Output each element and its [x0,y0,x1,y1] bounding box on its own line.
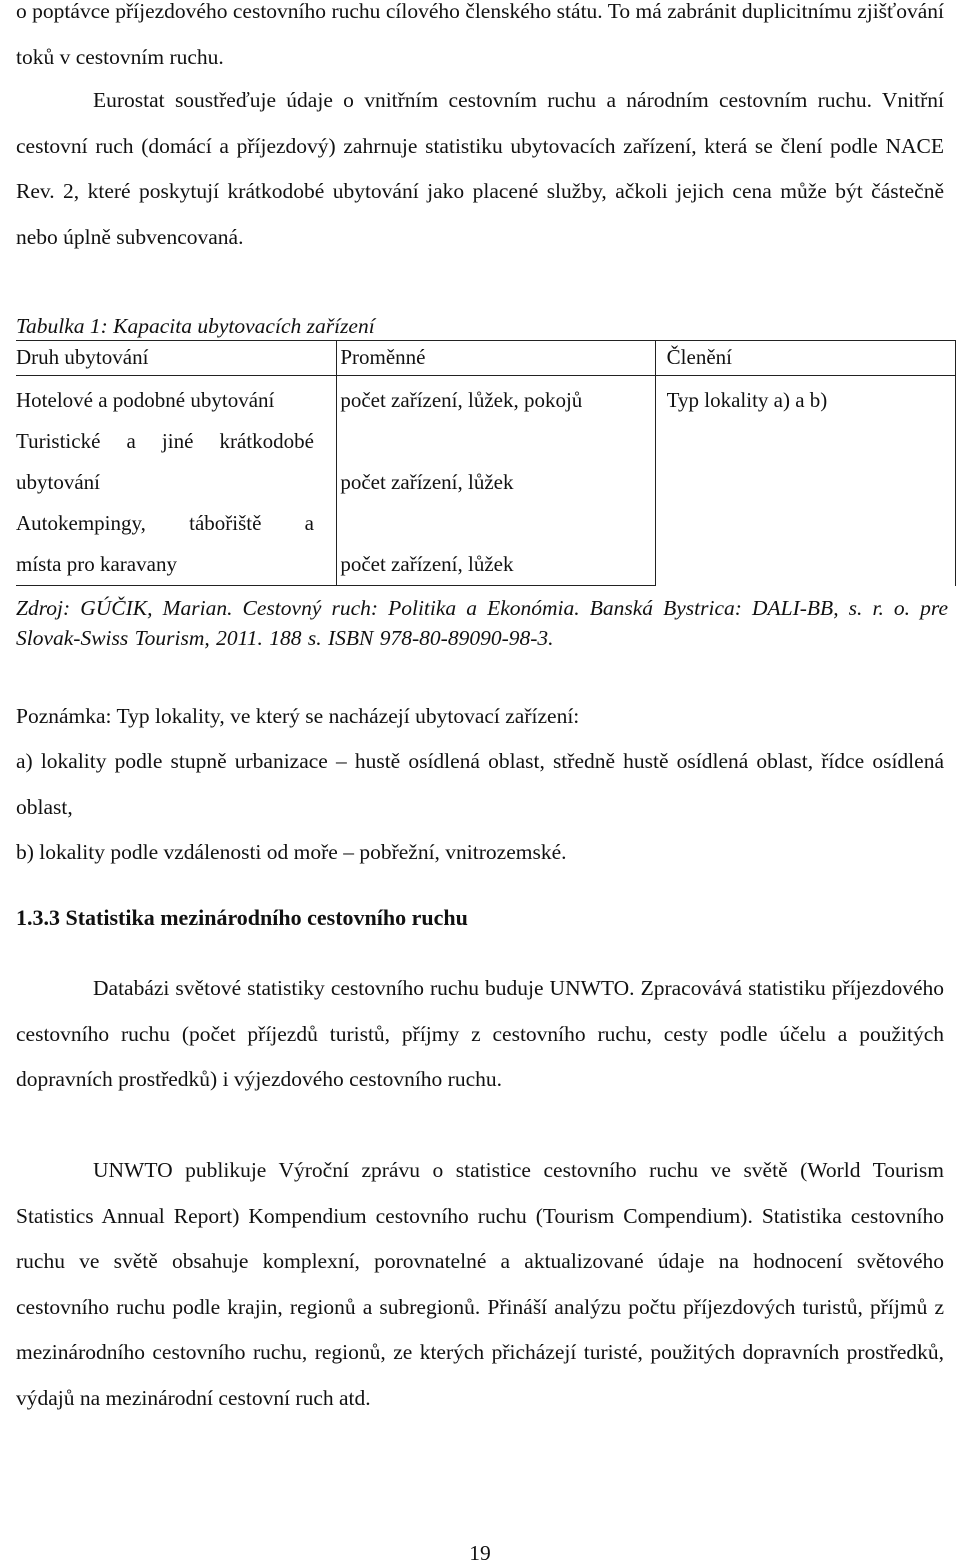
header-variables [337,341,655,376]
cell-type-tourist-line2: ubytování [16,470,100,494]
note-block [16,694,944,875]
cell-variables-camping [337,503,655,586]
header-breakdown [655,341,955,376]
capacity-table [16,340,956,586]
cell-breakdown [655,376,955,586]
table-row [16,376,956,422]
table-header-row [16,341,956,376]
paragraph-eurostat: Eurostat soustřeďuje údaje o vnitřním cestovním ruchu a národním cestovním ruchu. Vnitřní cestovní ruch (domácí a příjezdový) zahrnuje statistiku ubytovacích zařízení, která se člení podle NACE Rev. 2, které poskytují krátkodobé ubytování jako placené služby, ačkoli jejich cena může být částečně nebo úplně subvencovaná. [16,88,944,249]
note-title: Poznámka: Typ lokality, ve který se nacházejí ubytovací zařízení: [16,704,580,728]
note-item-b [16,830,944,875]
paragraph-unwto-report: UNWTO publikuje Výroční zprávu o statistice cestovního ruchu ve světě (World Tourism Statistics Annual Report) Kompendium cestovního ruchu (Tourism Compendium). Statistika cestovního ruchu ve světě obsahuje komplexní, porovnatelné a aktualizované údaje na hodnocení světového cestovního ruchu podle krajin, regionů a subregionů. Přináší analýzu počtu příjezdových turistů, příjmů z mezinárodního cestovního ruchu, regionů, ze kterých přicházejí turisté, použitých dopravních prostředků, výdajů na mezinárodní cestovní ruch atd. [16,1158,944,1410]
cell-type-hotel: Hotelové a podobné ubytování [16,376,337,422]
header-variables-text: Proměnné [340,345,426,369]
table-source: Zdroj: GÚČIK, Marian. Cestovný ruch: Politika a Ekonómia. Banská Bystrica: DALI-BB, s. r. o. pre Slovak-Swiss Tourism, 2011. 188 s. ISBN 978-80-89090-98-3. [16,596,948,650]
cell-breakdown-text: Typ lokality a) a b) [666,388,828,412]
note-item-b-part2: pobřežní, vnitrozemské. [359,840,567,864]
header-breakdown-text: Členění [666,345,732,369]
cell-variables-tourist [337,421,655,503]
note-item-a: a) lokality podle stupně urbanizace – hustě osídlená oblast, středně hustě osídlená oblast, řídce osídlená oblast, [16,749,944,819]
note-item-b-part1: b) lokality podle vzdálenosti od moře [16,840,338,864]
header-accommodation-type: Druh ubytování [16,341,337,376]
cell-type-camping [16,503,337,586]
page-number: 19 [469,1541,491,1565]
note-item-b-dash: – [337,840,360,864]
cell-type-tourist-line1: Turistické a jiné krátkodobé [16,429,314,453]
cell-type-camping-line1: Autokempingy, tábořiště a [16,511,314,535]
section-heading: 1.3.3 Statistika mezinárodního cestovního ruchu [16,905,468,930]
cell-variables-tourist-text: počet zařízení, lůžek [340,470,514,494]
cell-variables-camping-text: počet zařízení, lůžek [340,552,514,576]
cell-type-camping-line2: místa pro karavany [16,552,177,576]
cell-type-tourist [16,421,337,503]
table-caption: Tabulka 1: Kapacita ubytovacích zařízení [16,314,375,338]
cell-variables-hotel [337,376,655,422]
paragraph-unwto-database: Databázi světové statistiky cestovního ruchu buduje UNWTO. Zpracovává statistiku příjezdového cestovního ruchu (počet příjezdů turistů, příjmy z cestovního ruchu, cesty podle účelu a použitých dopravních prostředků) i výjezdového cestovního ruchu. [16,976,944,1091]
paragraph-intro: o poptávce příjezdového cestovního ruchu cílového členského státu. To má zabránit duplicitnímu zjišťování toků v cestovním ruchu. [16,0,944,69]
cell-variables-hotel-text: počet zařízení, lůžek, pokojů [340,388,583,412]
